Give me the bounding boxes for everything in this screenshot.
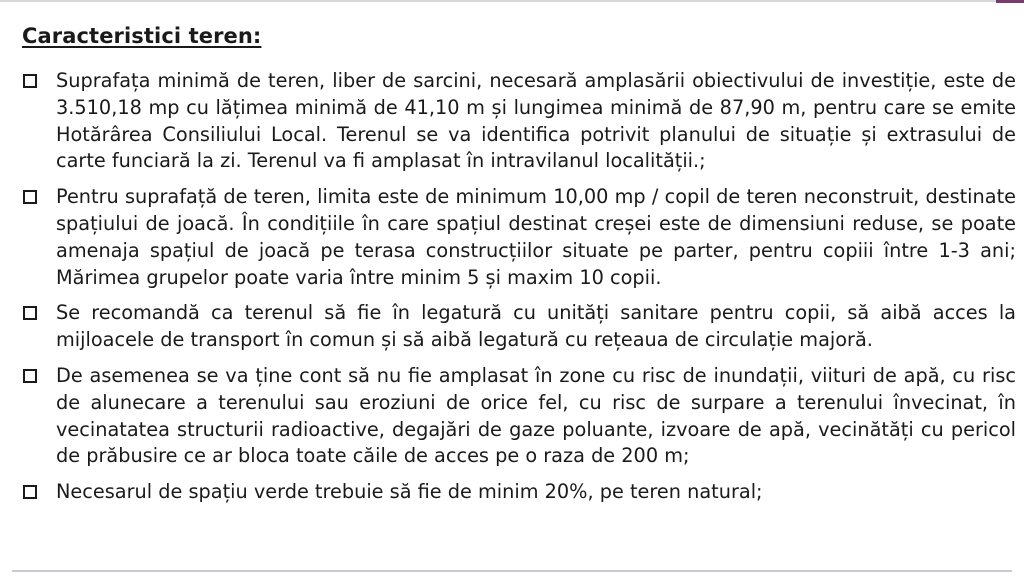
checkbox-bullet-icon — [23, 190, 37, 204]
bullet-item-4 — [22, 363, 1016, 470]
checkbox-bullet-icon — [23, 485, 37, 499]
bullet-text: Se recomandă ca terenul să fie în legatură cu unități sanitare pentru copii, să aibă acces la mijloacele de transport în comun și să aibă legatură cu rețeaua de circulație majoră. — [56, 301, 1016, 352]
bullet-item-5 — [22, 479, 1016, 506]
bullet-text: Suprafața minimă de teren, liber de sarcini, necesară amplasării obiectivului de investiție, este de 3.510,18 mp cu lățimea minimă de 41,10 m și lungimea minimă de 87,90 m, pentru care se emite Hotărârea Consiliului Local. Terenul se va identifica potrivit planului de situație și extrasului de carte funciară la zi. Terenul va fi amplasat în intravilanul localității.; — [56, 69, 1016, 173]
checkbox-bullet-icon — [23, 369, 37, 383]
checkbox-bullet-icon — [23, 306, 37, 320]
bullet-item-3 — [22, 300, 1016, 354]
bottom-divider — [12, 570, 1012, 572]
slide-title: Caracteristici teren: — [22, 24, 262, 48]
bullet-text: De asemenea se va ține cont să nu fie amplasat în zone cu risc de inundații, viituri de apă, cu risc de alunecare a terenului sau eroziuni de orice fel, cu risc de surpare a terenului învecinat, în vecinatatea structurii radioactive, degajări de gaze poluante, izvoare de apă, vecinătăți cu pericol de prăbusire ce ar bloca toate căile de acces pe o raza de 200 m; — [56, 363, 1016, 468]
top-divider — [0, 0, 1024, 2]
bullet-list — [22, 68, 1016, 515]
bullet-item-1 — [22, 68, 1016, 175]
checkbox-bullet-icon — [23, 74, 37, 88]
corner-accent — [996, 0, 1024, 3]
bullet-text: Pentru suprafață de teren, limita este de minimum 10,00 mp / copil de teren neconstruit, destinate spațiului de joacă. În condițiile în care spațiul destinat creșei este de dimensiuni reduse, se poate amenaja spațiul de joacă pe terasa construcțiilor situate pe parter, pentru copiii între 1-3 ani; Mărimea grupelor poate varia între minim 5 și maxim 10 copii. — [56, 185, 1016, 289]
bullet-text: Necesarul de spațiu verde trebuie să fie de minim 20%, pe teren natural; — [56, 480, 763, 504]
bullet-item-2 — [22, 184, 1016, 291]
